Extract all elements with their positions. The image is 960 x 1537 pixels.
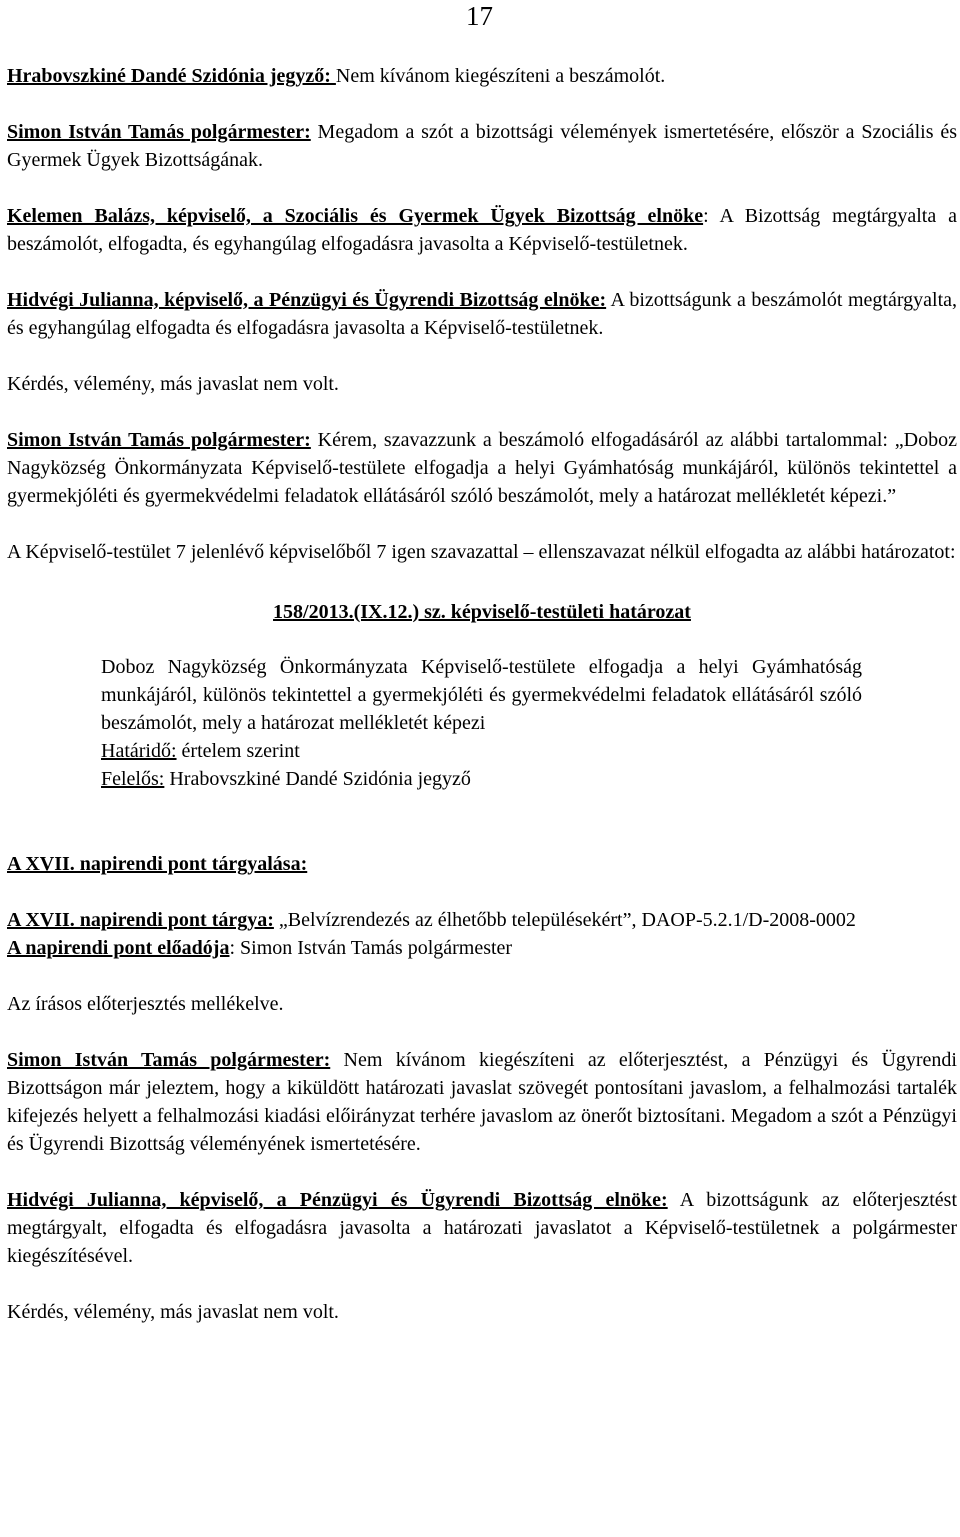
statement-text: : A Bizottság megtárgyalta a beszámolót, elfogadta, és egyhangúlag elfogadásra javasolta a Képviselő-testületnek.: [7, 205, 957, 255]
resolution-deadline: [101, 737, 862, 765]
statement-text: A bizottságunk a beszámolót megtárgyalta, és egyhangúlag elfogadta és elfogadásra javasolta a Képviselő-testületnek.: [7, 289, 958, 339]
document-body: [7, 62, 957, 1326]
paragraph-clerk-statement: [7, 62, 957, 90]
responsible-label: Felelős:: [101, 768, 165, 790]
statement-text: A bizottságunk az előterjesztést megtárgyalt, elfogadta és elfogadásra javasolta a határozati javaslatot a Képviselő-testületnek a polgármester kiegészítésével.: [7, 1189, 958, 1267]
agenda-presenter-label: A napirendi pont előadója: [7, 937, 230, 959]
agenda-heading: A XVII. napirendi pont tárgyalása:: [7, 853, 308, 875]
agenda-subject-value: „Belvízrendezés az élhetőbb településekért”, DAOP-5.2.1/D-2008-0002: [273, 909, 856, 931]
paragraph-mayor-statement-2: [7, 1046, 957, 1158]
resolution-responsible: [101, 765, 862, 793]
paragraph-no-questions-1: Kérdés, vélemény, más javaslat nem volt.: [7, 373, 339, 395]
paragraph-no-questions-2: Kérdés, vélemény, más javaslat nem volt.: [7, 1301, 339, 1323]
paragraph-finance-committee-1: [7, 286, 957, 342]
statement-text: Megadom a szót a bizottsági vélemények ismertetésére, először a Szociális és Gyermek Ügyek Bizottságának.: [7, 121, 957, 171]
speaker-name: Hrabovszkiné Dandé Szidónia jegyző:: [7, 65, 336, 87]
paragraph-social-committee: [7, 202, 957, 258]
statement-text: Kérem, szavazzunk a beszámoló elfogadásáról az alábbi tartalommal: „Doboz Nagyközség Önkormányzata Képviselő-testülete elfogadja a helyi Gyámhatóság munkájáról, különös tekintettel a gyermekjóléti és gyermekvédelmi feladatok ellátásáról szóló beszámolót, mely a határozat mellékletét képezi.”: [7, 429, 958, 507]
page-number: 17: [466, 1, 493, 31]
resolution-body: Doboz Nagyközség Önkormányzata Képviselő-testülete elfogadja a helyi Gyámhatóság munkájáról, különös tekintettel a gyermekjóléti és gyermekvédelmi feladatok ellátásáról szóló beszámolót, mely a határozat mellékletét képezi: [101, 656, 862, 734]
paragraph-finance-committee-2: [7, 1186, 957, 1270]
statement-text: Nem kívánom kiegészíteni az előterjesztést, a Pénzügyi és Ügyrendi Bizottságon már jeleztem, hogy a kiküldött határozati javaslat szövegét pontosítani javaslom, a felhalmozási tartalék kifejezés helyett a felhalmozási kiadási előirányzat terhére javaslom az önerőt biztosítani. Megadom a szót a Pénzügyi és Ügyrendi Bizottság véleményének ismertetésére.: [7, 1049, 957, 1155]
agenda-subject-label: A XVII. napirendi pont tárgya:: [7, 909, 274, 931]
resolution-block: [101, 653, 862, 793]
agenda-attachment-note: Az írásos előterjesztés mellékelve.: [7, 993, 284, 1015]
speaker-name: Hidvégi Julianna, képviselő, a Pénzügyi és Ügyrendi Bizottság elnöke:: [7, 1189, 668, 1211]
speaker-name: Simon István Tamás polgármester:: [7, 1049, 331, 1071]
paragraph-vote-result: A Képviselő-testület 7 jelenlévő képviselőből 7 igen szavazattal – ellenszavazat nélkül elfogadta az alábbi határozatot:: [7, 541, 956, 563]
paragraph-mayor-vote-call: [7, 426, 957, 510]
deadline-label: Határidő:: [101, 740, 177, 762]
responsible-value: Hrabovszkiné Dandé Szidónia jegyző: [164, 768, 471, 790]
speaker-name: Hidvégi Julianna, képviselő, a Pénzügyi és Ügyrendi Bizottság elnöke:: [7, 289, 607, 311]
speaker-name: Kelemen Balázs, képviselő, a Szociális és Gyermek Ügyek Bizottság elnöke: [7, 205, 704, 227]
statement-text: Nem kívánom kiegészíteni a beszámolót.: [335, 65, 666, 87]
deadline-value: értelem szerint: [176, 740, 300, 762]
agenda-presenter: [7, 934, 957, 962]
resolution-title: 158/2013.(IX.12.) sz. képviselő-testületi határozat: [273, 601, 691, 623]
agenda-subject: [7, 906, 957, 934]
speaker-name: Simon István Tamás polgármester:: [7, 429, 311, 451]
agenda-presenter-value: : Simon István Tamás polgármester: [229, 937, 513, 959]
speaker-name: Simon István Tamás polgármester:: [7, 121, 311, 143]
paragraph-mayor-statement-1: [7, 118, 957, 174]
